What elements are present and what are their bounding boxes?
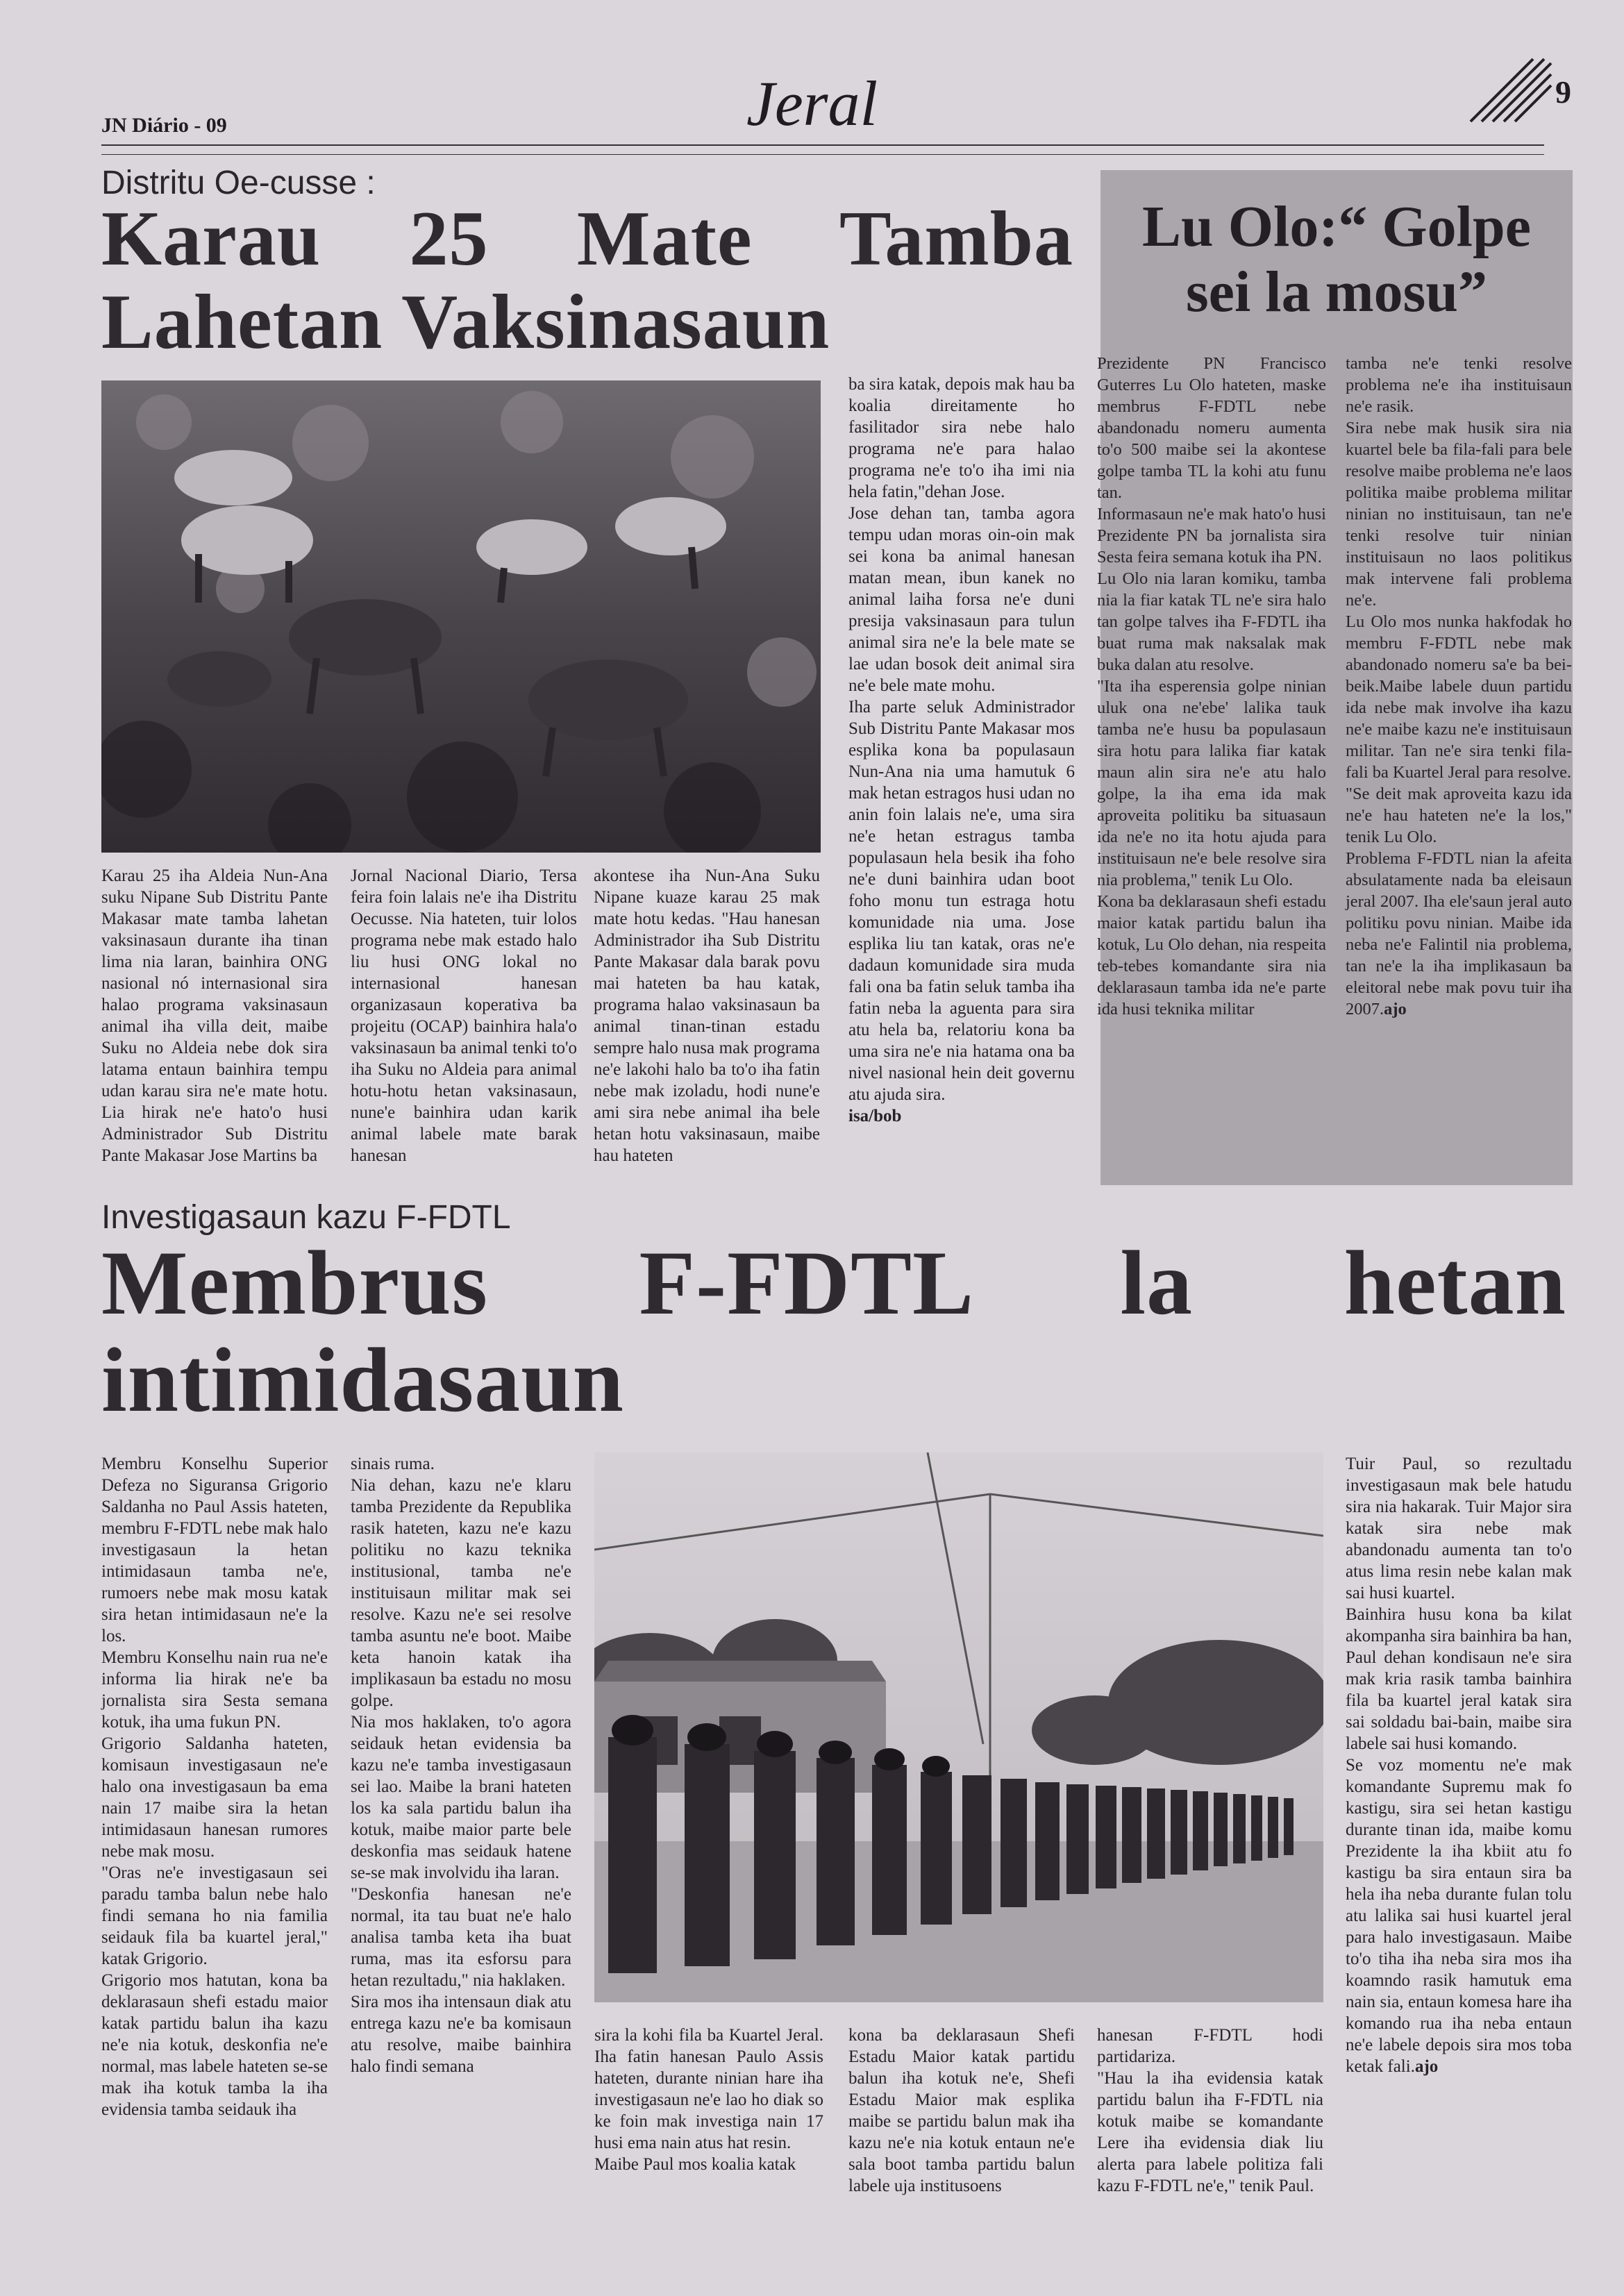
article2-col6: Tuir Paul, so rezultadu investigasaun mak bele hatudu sira nia hakarak. Tuir Major sira katak sira nebe mak abandonadu aumenta tan to'o atus lima resin nebe kalan mak sai husi kuartel. Bainhira husu kona ba kilat akompanha sira bainhira ba han, Paul dehan kondisaun ne'e sira mak kria rasik tamba bainhira fila ba kuartel jeral katak sira sai soldadu bai-bain, maibe sira labele sai husi komando. Se voz momentu ne'e mak komandante Supremu mak fo kastigu, sira sei hetan kastigu durante tinan ida, maibe komu Prezidente la iha kbiit atu fo kastigu ba sira entaun sira ba hela iha neba durante fulan tolu atu lalika sai husi kuartel jeral para halo investigasaun. Maibe to'o tiha iha neba sira mos iha koamndo rasik hamutuk ema nain sia, entaun komesa hare iha komando rua iha neba entaun ne'e labele depois sira mos toba ketak fali.ajo	[1346, 1455, 1572, 2076]
article1-col4: ba sira katak, depois mak hau ba koalia direitamente ho fasilitador sira nebe halo programa ne'e para halao programa ne'e to'o iha imi nia hela fatin,"dehan Jose. Jose dehan tan, tamba agora tempu udan moras oin-oin mak sei kona ba animal hanesan matan mean, ibun kanek no animal laiha forsa ne'e duni presija vaksinasaun para tulun animal sira ne'e la bele mate se lae udan bosok deit animal sira ne'e bele mate mohu. Iha parte seluk Administrador Sub Distritu Pante Makasar mos esplika kona ba populasaun Nun-Ana nia uma hamutuk 6 mak hetan estragos husi udan no anin foin lalais ne'e, uma sira ne'e hetan estragus tamba populasaun hela besik iha foho ne'e duni bainhira udan boot foho monu tun estraga hotu komunidade nia uma. Jose esplika liu tan katak, oras ne'e dadaun komunidade sira muda fali ona ba fatin seluk tamba iha fatin neba la aguenta para sira atu hela ba, relatoriu kona ba uma sira ne'e nia hatama ona ba nivel nasional hein deit governu atu ajuda sira. isa/bob	[848, 375, 1075, 1125]
header-rule	[101, 144, 1544, 146]
grazing-buffalo-photo	[101, 380, 821, 853]
article1-col2: Jornal Nacional Diario, Tersa feira foin lalais ne'e iha Distritu Oecusse. Nia hateten, tuir lolos programa nebe mak estado halo liu husi ONG lokal no internasional hanesan organizasaun koperativa ba projeitu (OCAP) bainhira hala'o vaksinasaun ba animal tenki to'o iha Suku no Aldeia para animal hotu-hotu hetan vaksinasaun, nune'e bainhira udan karik animal labele mate barak hanesan	[351, 866, 577, 1165]
article1-kicker: Distritu Oe-cusse :	[101, 165, 376, 201]
sidebar-byline: ajo	[1384, 1000, 1407, 1019]
article1-headline-line2: Lahetan Vaksinasaun	[101, 279, 830, 365]
article2-headline-line2: intimidasaun	[101, 1329, 624, 1431]
article2-byline: ajo	[1414, 2057, 1439, 2076]
header-rule-thin	[101, 154, 1544, 155]
article1-byline: isa/bob	[848, 1107, 902, 1125]
article2-col3: sira la kohi fila ba Kuartel Jeral. Iha fatin hanesan Paulo Assis hateten, durante ninian hare iha investigasaun ne'e lao ho diak so ke foin mak investiga nain 17 husi ema nain atus hat resin. Maibe Paul mos koalia katak	[594, 2026, 823, 2174]
soldiers-lineup-photo	[594, 1452, 1323, 2002]
article1-col3: akontese iha Nun-Ana Suku Nipane kuaze karau 25 mak mate hotu kedas. "Hau hanesan Administrador iha Sub Distritu Pante Makasar dala barak povu mai hateten ba hau katak, programa halao vaksinasaun ba animal tinan-tinan estadu sempre halo nusa mak programa ne'e lakohi halo ba to'o iha fatin nebe mak izoladu, hodi nune'e ami sira nebe animal iha bele hetan hotu vaksinasaun, maibe hau hateten	[594, 866, 820, 1165]
article2-col4: kona ba deklarasaun Shefi Estadu Maior katak partidu balun iha kotuk ne'e, Shefi Estadu Maior mak esplika maibe se partidu balun mak iha kazu ne'e nia kotuk entaun ne'e sala boot tamba partidu balun labele uja institusoens	[848, 2026, 1075, 2195]
article2-col2: sinais ruma. Nia dehan, kazu ne'e klaru tamba Prezidente da Republika rasik hateten, kazu ne'e kazu politiku no kazu teknika institusional, tamba ne'e instituisaun militar mak sei resolve. Kazu ne'e sei resolve tamba asuntu ne'e boot. Maibe keta hanoin katak iha implikasaun ba estadu no mosu golpe. Nia mos haklaken, to'o agora seidauk hetan evidensia ba kazu ne'e tamba investigasaun sei lao. Maibe la brani hateten los ka sala partidu balun iha kotuk, maibe maior parte bele deskonfia mas seidauk hatene se-se mak involvidu iha laran. "Deskonfia hanesan ne'e normal, ita tau buat ne'e halo analisa tamba keta iha buat ruma, mas ita esforsu para hetan rezultadu," nia haklaken. Sira mos iha intensaun diak atu entrega kazu ne'e ba komisaun atu resolve, maibe bainhira halo findi semana	[351, 1455, 571, 2076]
article2-col1: Membru Konselhu Superior Defeza no Siguransa Grigorio Saldanha no Paul Assis hateten, membru F-FDTL nebe mak halo investigasaun la hetan intimidasaun tamba ne'e, rumoers nebe mak mosu katak sira hetan intimidasaun ne'e la los. Membru Konselhu nain rua ne'e informa lia hirak ne'e ba jornalista sira Sesta semana kotuk, iha uma fukun PN. Grigorio Saldanha hateten, komisaun investigasaun ne'e halo ona investigasaun ba ema nain 17 maibe sira la hetan intimidasaun hanesan rumores nebe mak mosu. "Oras ne'e investigasaun sei paradu tamba balun nebe halo findi semana ho nia familia seidauk fila ba kuartel jeral," katak Grigorio. Grigorio mos hatutan, kona ba deklarasaun shefi estadu maior katak partidu balun iha kazu ne'e nia kotuk, deskonfia ne'e normal, mas labele hateten se-se mak iha kotuk tamba la iha evidensia tamba seidauk iha	[101, 1455, 328, 2119]
page-number: 9	[1555, 74, 1571, 110]
article2-kicker: Investigasaun kazu F-FDTL	[101, 1199, 511, 1236]
sidebar-title-line1: Lu Olo:“ Golpe	[1141, 194, 1532, 259]
article1-headline-line1: Karau 25 Mate Tamba	[101, 196, 1073, 282]
article1-col1: Karau 25 iha Aldeia Nun-Ana suku Nipane Sub Distritu Pante Makasar mate tamba lahetan vaksinasaun durante iha tinan lima nia laran, bainhira ONG nasional nó internasional sira halao programa vaksinasaun animal iha villa deit, maibe Suku no Aldeia nebe dok sira latama entaun bainhira tempu udan karau sira ne'e mate hotu. Lia hirak ne'e hato'o husi Administrador Sub Distritu Pante Makasar Jose Martins ba	[101, 866, 328, 1165]
edition-label: JN Diário - 09	[101, 114, 227, 137]
article2-col5: hanesan F-FDTL hodi partidariza. "Hau la iha evidensia katak partidu balun iha F-FDTL nia kotuk maibe se komandante Lere iha evidensia diak liu alerta para labele politiza fali kazu F-FDTL ne'e," tenik Paul.	[1097, 2026, 1323, 2195]
stripes-icon	[1464, 56, 1554, 125]
sidebar-title-line2: sei la mosu”	[1185, 260, 1488, 324]
sidebar-colB: tamba ne'e tenki resolve problema ne'e iha instituisaun ne'e rasik. Sira nebe mak husik sira nia kuartel bele ba fila-fali para bele resolve maibe problema ne'e laos politika maibe problema militar ninian no instituisaun, tan ne'e tenki resolve tuir ninian instituisaun no laos politikus mak intervene fali problema ne'e. Lu Olo mos nunka hakfodak ho membru F-FDTL nebe mak abandonado nomeru sa'e ba bei-beik.Maibe labele duun partidu ida nebe mak involve iha kazu ne'e maibe kazu ne'e instituisaun militar. Tan ne'e sira tenki fila-fali ba Kuartel Jeral para resolve. "Se deit mak aproveita kazu ida ne'e hau hateten ne'e la los," tenik Lu Olo. Problema F-FDTL nian la afeita absulatamente nada ba eleisaun jeral 2007. Iha ele'saun jeral auto politiku povu ninian. Maibe ida neba ne'e Falintil nia problema, tan ne'e la iha implikasaun ba eleitoral nebe mak povu tuir iha 2007.ajo	[1346, 354, 1572, 1019]
sidebar-title	[1100, 194, 1573, 325]
section-title: Jeral	[746, 68, 878, 139]
article2-headline-line1: Membrus F-FDTL la hetan	[101, 1232, 1566, 1334]
sidebar-colA: Prezidente PN Francisco Guterres Lu Olo hateten, maske membrus F-FDTL nebe abandonadu nomeru aumenta to'o 500 maibe sei la akontese golpe tamba TL la kohi atu funu tan. Informasaun ne'e mak hato'o husi Prezidente PN ba jornalista sira Sesta feira semana kotuk iha PN. Lu Olo nia laran komiku, tamba nia la fiar katak TL ne'e sira halo tan golpe talves iha F-FDTL iha buat ruma mak naksalak mak buka dalan atu resolve. "Ita iha esperensia golpe ninian uluk ona ne'ebe' lalika tauk tamba ne'e husu ba populasaun sira hotu para lalika fiar katak maun alin sira ne'e atu halo golpe, la iha ema ida mak aproveita politiku ba situasaun ida ne'e no ita hotu ajuda para instituisaun ne'e bele resolve sira nia problema," tenik Lu Olo. Kona ba deklarasaun shefi estadu maior katak partidu balun iha kotuk, Lu Olo dehan, nia respeita teb-tebes komandante sira nia deklarasaun tamba ida ne'e parte ida husi teknika militar	[1097, 354, 1326, 1019]
